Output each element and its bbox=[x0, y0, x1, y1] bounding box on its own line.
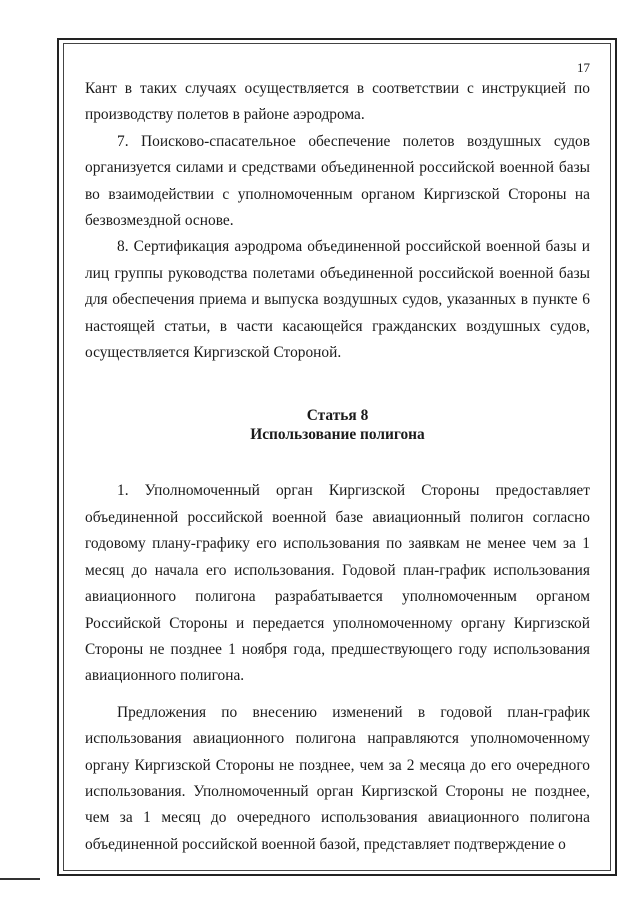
paragraph-continuation: Кант в таких случаях осуществляется в соответствии с инструкцией по производству полетов в районе аэродрома. bbox=[85, 80, 590, 124]
article-title: Использование полигона bbox=[250, 426, 425, 444]
document-body bbox=[85, 76, 590, 858]
paragraph-item-8: 8. Сертификация аэродрома объединенной российской военной базы и лиц группы руководства полетами объединенной российской военной базы для обеспечения приема и выпуска воздушных судов, указанных в пункте 6 настоящей статьи, в части касающейся гражданских воздушных судов, осуществляется Киргизской Стороной. bbox=[85, 238, 590, 362]
article-heading bbox=[85, 406, 590, 444]
paragraph-proposals: Предложения по внесению изменений в годовой план-график использования авиационного полигона направляются уполномоченному органу Киргизской Стороны не позднее, чем за 2 месяца до его очередного использования. Уполномоченный орган Киргизской Стороны не позднее, чем за 1 месяц до очередного использования авиационного полигона объединенной российской военной базой, представляет подтверждение о bbox=[85, 703, 590, 853]
paragraph-item-1: 1. Уполномоченный орган Киргизской Стороны предоставляет объединенной российской военной базе авиационный полигон согласно годовому плану-графику его использования по заявкам не менее чем за 1 месяц до начала его использования. Годовой план-график использования авиационного полигона разрабатывается уполномоченным органом Российской Стороны и передается уполномоченному органу Киргизской Стороны не позднее 1 ноября года, предшествующего году использования авиационного полигона. bbox=[85, 482, 590, 685]
page-number: 17 bbox=[577, 60, 590, 75]
article-number: Статья 8 bbox=[306, 407, 369, 425]
paragraph-item-7: 7. Поисково-спасательное обеспечение полетов воздушных судов организуется силами и средствами объединенной российской военной базы во взаимодействии с уполномоченным органом Киргизской Стороны на безвозмездной основе. bbox=[85, 132, 590, 230]
scan-edge-mark bbox=[0, 878, 40, 880]
